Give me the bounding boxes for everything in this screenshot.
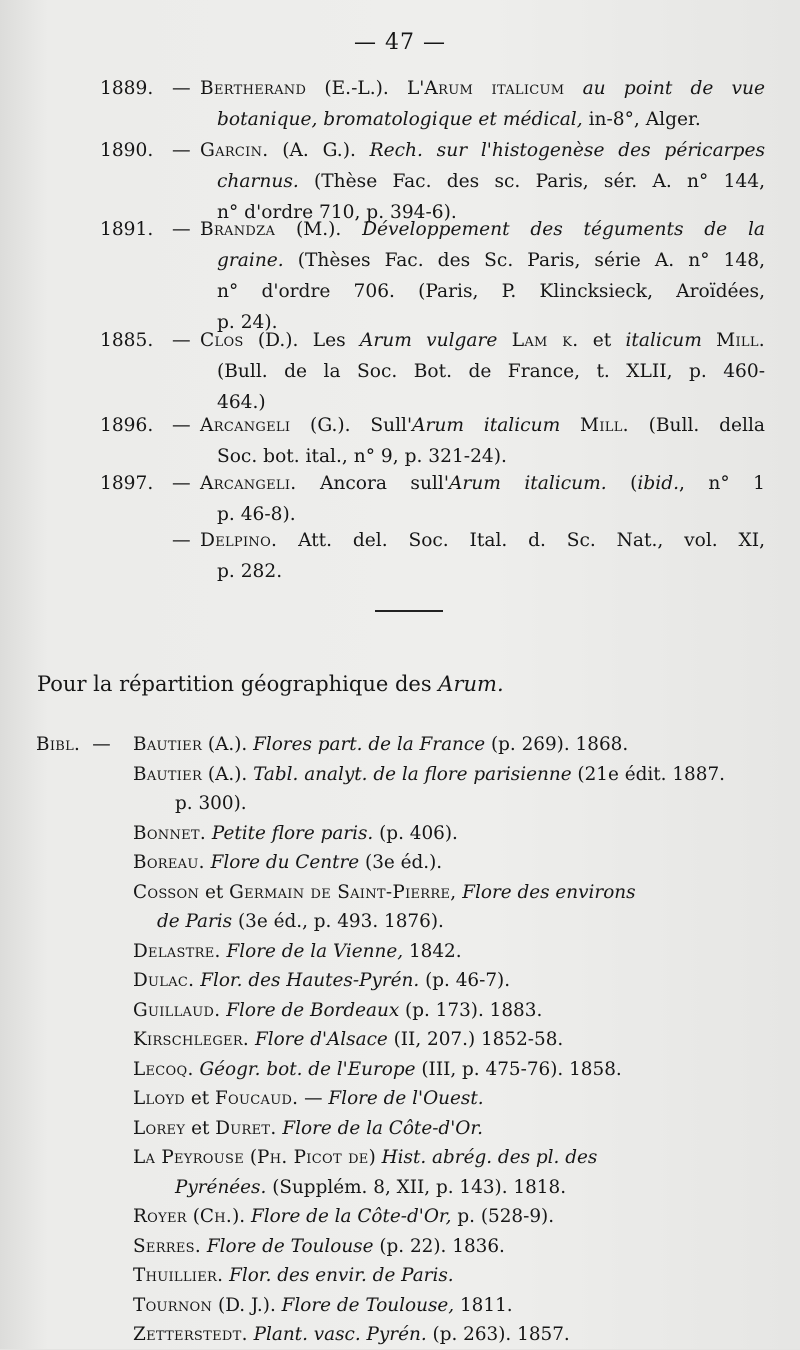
entry-line: Soc. bot. ital., n° 9, p. 321-24). [217, 446, 507, 467]
bibl-item: Bautier (A.). Flores part. de la France (p. 269). 1868. [133, 734, 629, 755]
entry-year: 1890. [100, 140, 154, 161]
bibl-item-continuation: de Paris (3e éd., p. 493. 1876). [157, 911, 444, 932]
bibl-item-continuation: Pyrénées. (Supplém. 8, XII, p. 143). 1818. [175, 1176, 567, 1198]
entry-year: 1889. [100, 78, 154, 99]
entry-year: 1885. [100, 330, 154, 351]
bibl-item: Kirschleger. Flore d'Alsace (II, 207.) 1852-58. [133, 1029, 564, 1050]
entry-line: Delpino. Att. del. Soc. Ital. d. Sc. Nat., vol. XI, [200, 530, 765, 551]
section-heading: Pour la répartition géographique des Arum. [37, 672, 504, 696]
bibl-item: Lecoq. Géogr. bot. de l'Europe (III, p. 475-76). 1858. [133, 1058, 622, 1080]
entry-line: p. 282. [217, 561, 283, 582]
entry-line: Arcangeli. Ancora sull'Arum italicum. (ibid., n° 1 [200, 473, 765, 494]
entry-line: Brandza (M.). Développement des téguments de la [200, 219, 765, 240]
bibl-item: Royer (Ch.). Flore de la Côte-d'Or, p. (528-9). [133, 1206, 555, 1227]
bibl-item: Bautier (A.). Tabl. analyt. de la flore parisienne (21e édit. 1887. [133, 763, 725, 785]
bibl-item: La Peyrouse (Ph. Picot de) Hist. abrég. des pl. des [133, 1147, 598, 1168]
bibl-item: Guillaud. Flore de Bordeaux (p. 173). 1883. [133, 999, 543, 1021]
bibl-item: Lloyd et Foucaud. — Flore de l'Ouest. [133, 1088, 484, 1109]
bibl-item: Cosson et Germain de Saint-Pierre, Flore des environs [133, 881, 636, 903]
entry-line: botanique, bromatologique et médical, in-8°, Alger. [217, 109, 701, 130]
entry-year: 1897. [100, 473, 154, 494]
entry-line: Bertherand (E.-L.). L'Arum italicum au point de vue [200, 78, 765, 99]
entry-line: Arcangeli (G.). Sull'Arum italicum Mill. (Bull. della [200, 415, 765, 436]
bibl-item: Dulac. Flor. des Hautes-Pyrén. (p. 46-7). [133, 970, 511, 991]
bibl-item-continuation: p. 300). [175, 793, 247, 814]
entry-line: Garcin. (A. G.). Rech. sur l'histogenèse des péricarpes [200, 140, 765, 161]
entry-year: 1896. [100, 415, 154, 436]
bibl-item: Delastre. Flore de la Vienne, 1842. [133, 940, 462, 962]
page-number: — 47 — [354, 30, 446, 55]
bibl-item: Zetterstedt. Plant. vasc. Pyrén. (p. 263). 1857. [133, 1324, 570, 1345]
section-divider [375, 610, 443, 612]
entry-line: n° d'ordre 710, p. 394-6). [217, 202, 457, 223]
entry-line: n° d'ordre 706. (Paris, P. Klincksieck, Aroïdées, [217, 281, 765, 302]
bibl-item: Serres. Flore de Toulouse (p. 22). 1836. [133, 1235, 505, 1257]
entry-line: graine. (Thèses Fac. des Sc. Paris, série A. n° 148, [217, 250, 765, 271]
entry-line: charnus. (Thèse Fac. des sc. Paris, sér. A. n° 144, [217, 171, 765, 192]
entry-line: p. 24). [217, 312, 278, 333]
entry-year: 1891. [100, 219, 154, 240]
bibl-item: Bonnet. Petite flore paris. (p. 406). [133, 822, 458, 844]
bibl-item: Lorey et Duret. Flore de la Côte-d'Or. [133, 1117, 483, 1139]
entry-line: p. 46-8). [217, 504, 296, 525]
bibl-list [133, 730, 725, 1350]
bibl-item: Boreau. Flore du Centre (3e éd.). [133, 852, 443, 873]
bibl-item: Thuillier. Flor. des envir. de Paris. [133, 1265, 454, 1286]
entry-line: (Bull. de la Soc. Bot. de France, t. XLII, p. 460- [217, 361, 765, 382]
bibl-label: Bibl. — [36, 734, 111, 755]
bibl-item: Tournon (D. J.). Flore de Toulouse, 1811. [133, 1294, 513, 1316]
entry-line: Clos (D.). Les Arum vulgare Lam k. et italicum Mill. [200, 330, 766, 351]
entry-line: 464.) [217, 392, 266, 413]
book-page: — 47 — 1889. — Bertherand (E.-L.). L'Arum italicum au point de vue botanique, bromatologique et médical, in-8°, Alger. 1890. — Garcin. (A. G.). Rech. sur l'histogenèse des péricarpes charnus. (Thèse Fac. des sc. Paris, sér. A. n° 144, n° d'ordre 710, p. 394-6). 1891. — Brandza (M.). Développement des téguments de la graine. (Thèses Fac. des Sc. Paris, série A. n° 148, n° d'ordre 706. (Paris, P. Klincksieck, Aroïdées, p. 24). 1885. — Clos (D.). Les Arum vulgare Lam k. et italicum Mill. (Bull. de la Soc. Bot. de France, t. XLII, p. 460- 464.) 1896. — Arcangeli (G.). Sull'Arum italicum Mill. (Bull. della Soc. bot. ital., n° 9, p. 321-24). 1897. — Arcangeli. Ancora sull'Arum italicum. (ibid., n° 1 p. 46-8). — Delpino. Att. del. Soc. Ital. d. Sc. Nat., vol. XI, p. 282. Pour la répartition géographique des Arum. Bibl. — Bautier (A.). Flores part. de la France (p. 269). 1868. Bautier (A.). Tabl. analyt. de la flore parisienne (21e édit. 1887. p. 300). Bonnet. Petite flore paris. (p. 406). Boreau. Flore du Centre (3e éd.). Cosson et Germain de Saint-Pierre, Flore des environs de Paris (3e éd., p. 493. 1876). Delastre. Flore de la Vienne, 1842. Dulac. Flor. des Hautes-Pyrén. (p. 46-7). Guillaud. Flore de Bordeaux (p. 173). 1883. Kirschleger. Flore d'Alsace (II, 207.) 1852-58. Lecoq. Géogr. bot. de l'Europe (III, p. 475-76). 1858. Lloyd et Foucaud. — Flore de l'Ouest. Lorey et Duret. Flore de la Côte-d'Or. La Peyrouse (Ph. Picot de) Hist. abrég. des pl. des Pyrénées. (Supplém. 8, XII, p. 143). 1818. Royer (Ch.). Flore de la Côte-d'Or, p. (528-9). Serres. Flore de Toulouse (p. 22). 1836. Thuillier. Flor. des envir. de Paris. Tournon (D. J.). Flore de Toulouse, 1811. Zetterstedt. Plant. vasc. Pyrén. (p. 263). 1857. [0, 0, 800, 1349]
